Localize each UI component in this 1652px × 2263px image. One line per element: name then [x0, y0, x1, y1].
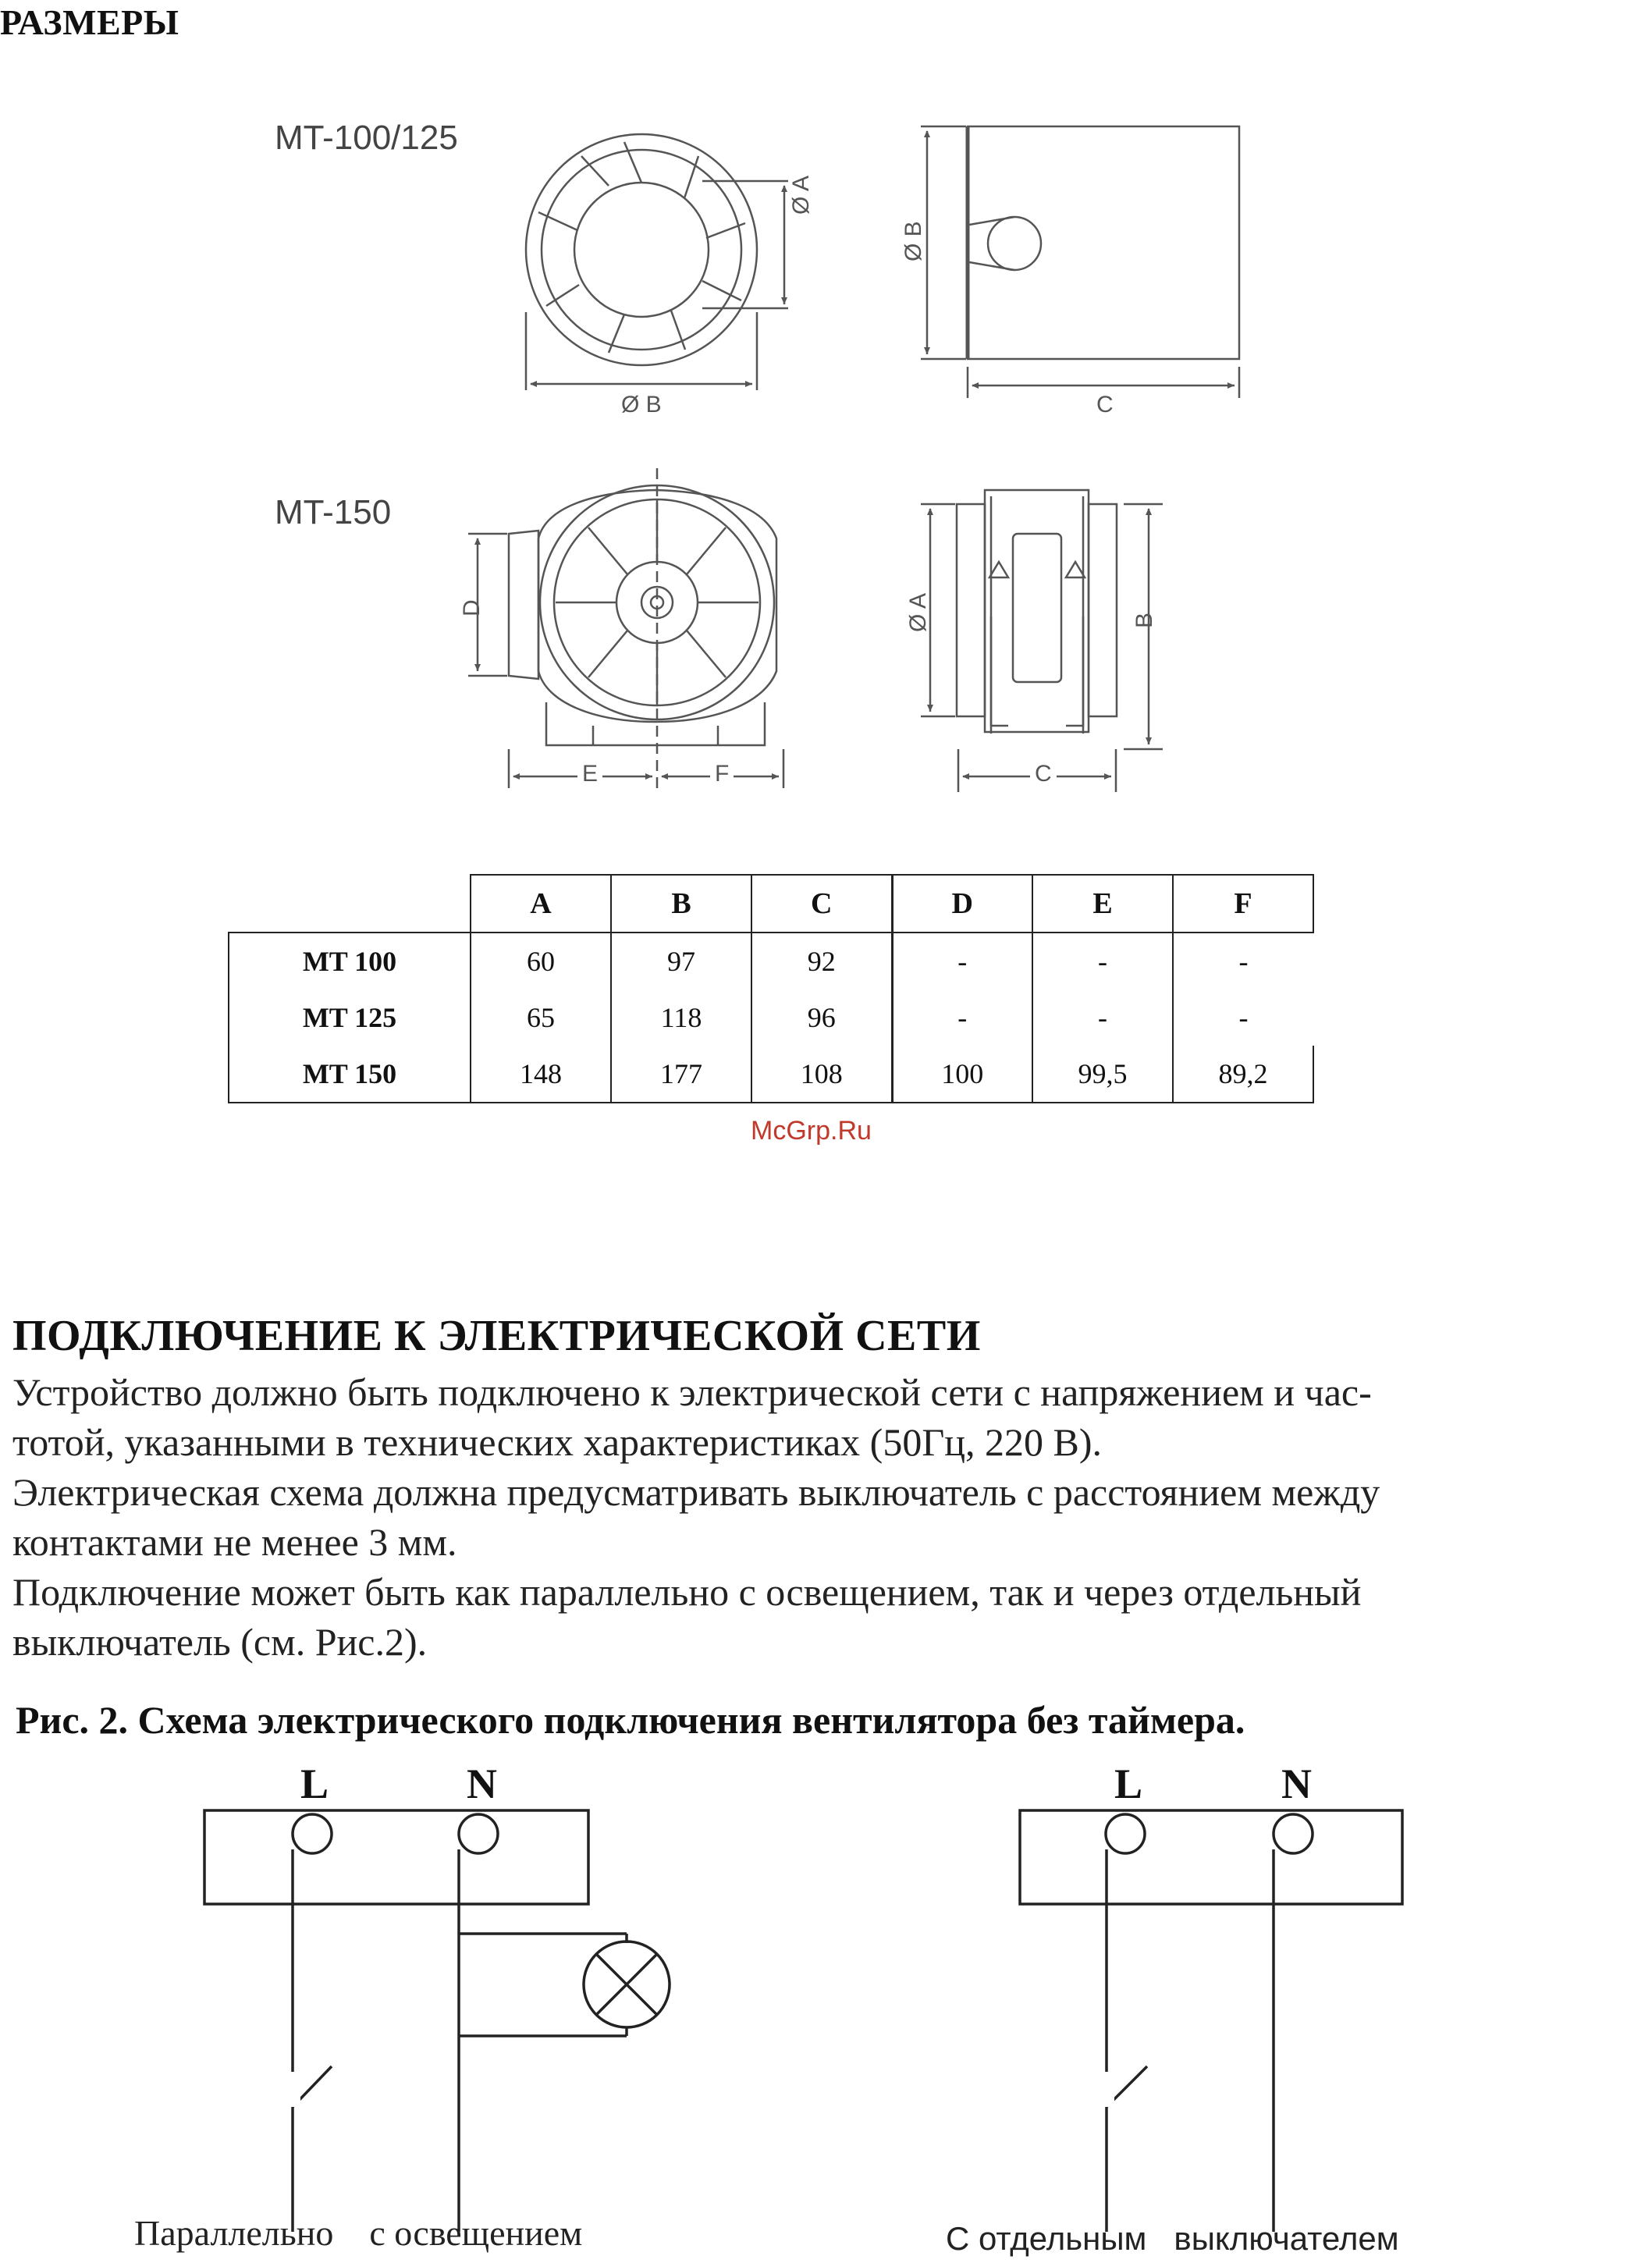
dim-label-f: F	[710, 761, 734, 787]
wiring-parallel	[204, 1810, 670, 2232]
mt100-side-view	[921, 126, 1239, 398]
body-line: тотой, указанными в технических характеристиках (50Гц, 220 В).	[12, 1420, 1102, 1464]
dim-label-c-1: C	[1096, 392, 1114, 417]
connection-body	[12, 1367, 1651, 1667]
dim-label-ob-1: Ø B	[621, 392, 662, 417]
dim-label-ob-2: Ø B	[901, 221, 926, 261]
table-model-cell: MT 150	[229, 1046, 471, 1103]
table-cell: 99,5	[1032, 1046, 1173, 1103]
dim-label-oa-1: Ø A	[788, 175, 814, 215]
table-model-cell: MT 100	[229, 933, 471, 989]
table-row	[229, 933, 1313, 989]
table-row	[229, 989, 1313, 1046]
dim-label-oa-2: Ø A	[905, 592, 931, 632]
table-header-cell: C	[751, 875, 892, 933]
table-cell: 96	[751, 989, 892, 1046]
table-cell: 97	[611, 933, 751, 989]
body-line: контактами не менее 3 мм.	[12, 1520, 457, 1564]
watermark: McGrp.Ru	[751, 1116, 872, 1146]
sizes-title: РАЗМЕРЫ	[0, 2, 179, 42]
dim-label-d: D	[459, 599, 485, 616]
table-cell: -	[1173, 989, 1313, 1046]
table-cell: 118	[611, 989, 751, 1046]
dim-label-e: E	[577, 761, 602, 787]
table-cell: 60	[471, 933, 611, 989]
mt150-side-view	[921, 490, 1163, 792]
body-line: Подключение может быть как параллельно с освещением, так и через отдельный	[12, 1570, 1362, 1614]
table-cell: 108	[751, 1046, 892, 1103]
table-cell: -	[1173, 933, 1313, 989]
table-model-cell: MT 125	[229, 989, 471, 1046]
connection-title: ПОДКЛЮЧЕНИЕ К ЭЛЕКТРИЧЕСКОЙ СЕТИ	[12, 1312, 981, 1360]
table-cell: 65	[471, 989, 611, 1046]
dimension-drawings	[0, 0, 1652, 843]
table-row	[229, 1046, 1313, 1103]
table-cell: 177	[611, 1046, 751, 1103]
body-line: Устройство должно быть подключено к электрической сети с напряжением и час-	[12, 1370, 1372, 1414]
table-header-cell: B	[611, 875, 751, 933]
switch-gap-right	[1099, 2072, 1114, 2107]
dim-label-b: B	[1132, 612, 1157, 628]
terminal-n-right: N	[1281, 1760, 1312, 1807]
terminal-n-left: N	[467, 1760, 497, 1807]
table-cell: 89,2	[1173, 1046, 1313, 1103]
table-cell: -	[892, 989, 1032, 1046]
table-cell: 92	[751, 933, 892, 989]
dimensions-table	[228, 874, 1314, 1103]
table-cell: -	[1032, 989, 1173, 1046]
table-cell: -	[1032, 933, 1173, 989]
model-label-mt100-125: MT-100/125	[275, 119, 458, 157]
body-line: выключатель (см. Рис.2).	[12, 1620, 428, 1664]
mt100-front-view	[526, 134, 788, 390]
wiring-separate-switch	[1020, 1810, 1402, 2232]
body-line: Электрическая схема должна предусматривать выключатель с расстоянием между	[12, 1470, 1380, 1514]
terminal-l-left: L	[300, 1760, 329, 1807]
dim-label-c-2: C	[1030, 761, 1057, 787]
wiring-label-parallel: Параллельно с освещением	[134, 2213, 583, 2253]
table-cell: 148	[471, 1046, 611, 1103]
mt150-front-view	[468, 468, 783, 788]
model-label-mt150: MT-150	[275, 493, 392, 531]
table-header-cell: F	[1173, 875, 1313, 933]
table-header-cell: D	[892, 875, 1032, 933]
table-header-cell: E	[1032, 875, 1173, 933]
table-header-cell: A	[471, 875, 611, 933]
switch-gap-left	[285, 2072, 300, 2107]
table-header-row	[229, 875, 1313, 933]
table-cell: -	[892, 933, 1032, 989]
terminal-l-right: L	[1114, 1760, 1143, 1807]
table-cell: 100	[892, 1046, 1032, 1103]
figure-caption: Рис. 2. Схема электрического подключения вентилятора без таймера.	[16, 1698, 1245, 1742]
wiring-label-separate: С отдельным выключателем	[946, 2220, 1399, 2257]
